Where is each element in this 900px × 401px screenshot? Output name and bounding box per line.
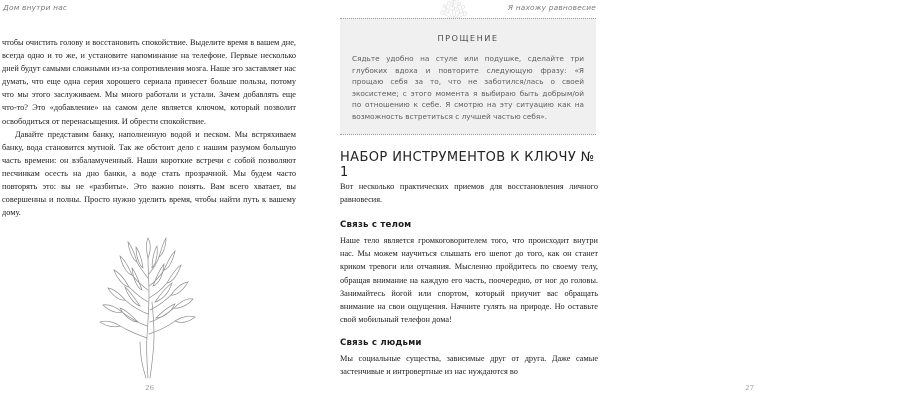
callout-title: ПРОЩЕНИЕ (437, 33, 499, 43)
intro-paragraph: Вот несколько практических приемов для восстановления личного равновесия. (340, 182, 598, 205)
paragraph: Мы социальные существа, зависимые друг от друга. Даже самые застенчивые и интровертные из нас нуждаются во (340, 354, 598, 377)
right-page-body (340, 180, 598, 378)
right-running-head: Я нахожу равновесие (507, 3, 596, 12)
paragraph: Наше тело является громкоговорителем того, что происходит внутри нас. Мы можем научиться слышать его шепот до того, как он станет криком тревоги или отчаяния. Мысленно пройдитесь по своему телу, обращая внимание на каждую его часть, поочередно, от ног до головы. Занимайтесь йогой или спортом, который приучит вас обращать внимание на свои ощущения. Начните гулять на природе. Но оставьте свой мобильный телефон дома! (340, 236, 598, 324)
page-title: НАБОР ИНСТРУМЕНТОВ К КЛЮЧУ № 1 (340, 150, 595, 180)
left-running-head: Дом внутри нас (3, 3, 68, 12)
subheading-body-connection: Связь с телом (340, 220, 412, 231)
left-page-body (2, 36, 296, 219)
left-page-folio: 26 (145, 383, 155, 392)
olive-branch-illustration (92, 238, 204, 380)
callout-text: Сядьте удобно на стуле или подушке, сделайте три глубоких вдоха и повторите следующую фразу: «Я прощаю себя за то, что не заботился/лась о своей экосистеме; с этого момента я выбираю быть добрым/ой по отношению к себе. Я смотрю на эту ситуацию как на возможность встретиться с лучшей частью себя». (352, 54, 584, 121)
right-page-folio: 27 (745, 383, 755, 392)
subheading-people-connection: Связь с людьми (340, 337, 422, 348)
paragraph: Давайте представим банку, наполненную водой и песком. Мы встряхиваем банку, вода становится мутной. Так же обстоит дело с нашим разумом большую часть времени: он взбаламученный. Наши короткие встречи с собой позволяют песчинкам осесть на дно банки, а воде стать прозрачной. Мы будем часто повторять это: вы не «разбиты». Это важно понять. Вам всего хватает, вы совершенны и полны. Просто нужно уделить время, чтобы найти путь к вашему дому. (2, 129, 296, 218)
left-page (0, 0, 300, 401)
paragraph: чтобы очистить голову и восстановить спокойствие. Выделите время в вашем дне, всегда одно и то же, и установите напоминание на телефоне. Первые несколько дней будут самыми сложными из-за сопротивления мозга. Наше эго заставляет нас думать, что еще одна серия хорошего сериала принесет больше пользы, потому что мы этого заслуживаем. Мы много работали и устали. Зачем добавлять еще что-то? Это «добавление» на самом деле является ключом, который позволит освободиться от перенасыщения. И обрести спокойствие. (2, 38, 296, 126)
practice-callout-box (340, 18, 596, 135)
